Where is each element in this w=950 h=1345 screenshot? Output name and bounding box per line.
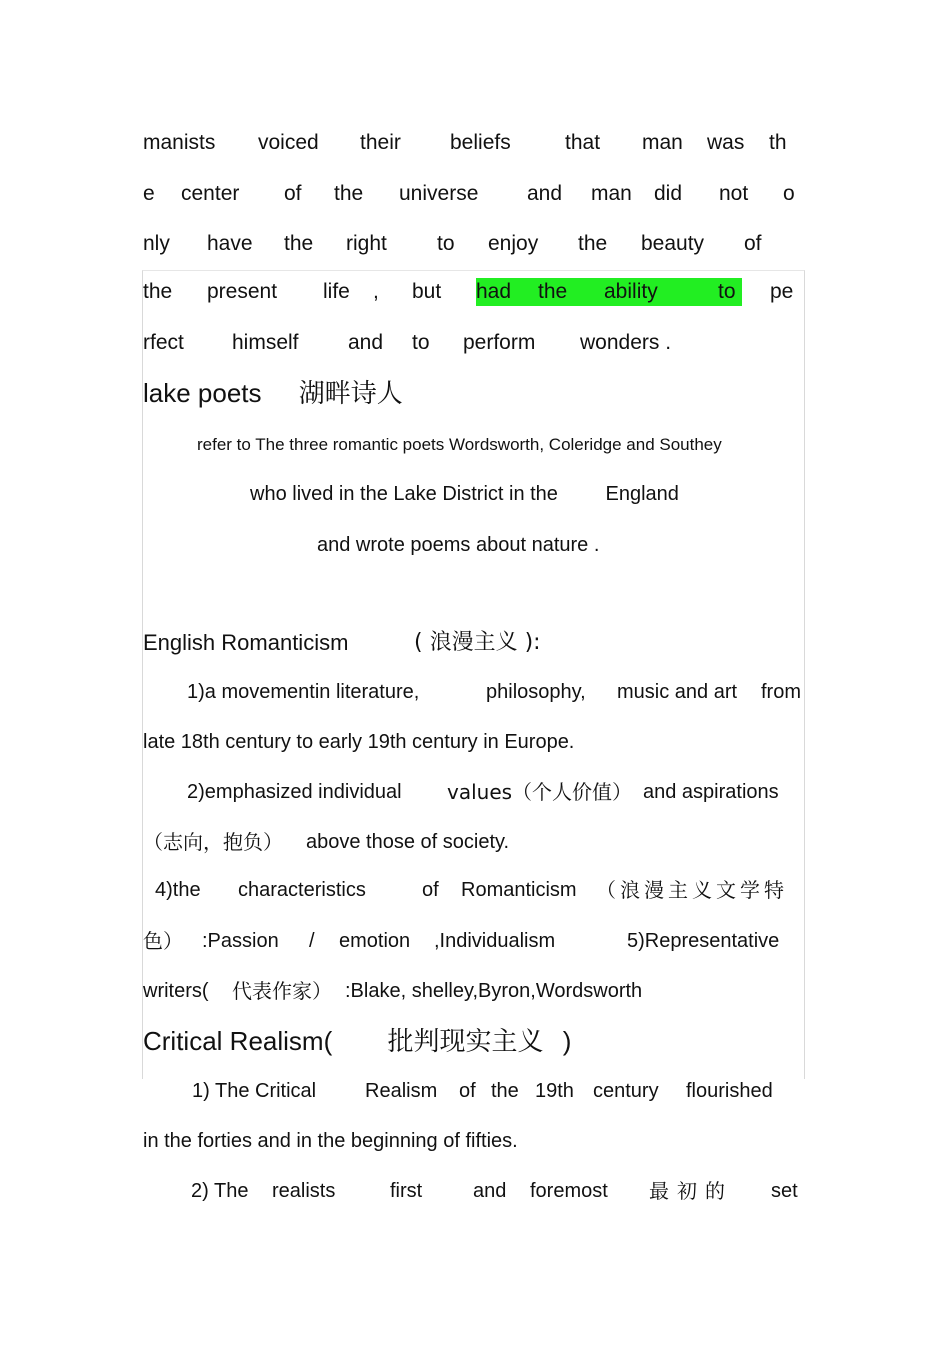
- word: values（个人价值）: [447, 780, 633, 804]
- heading-chinese: ( 浪漫主义 ):: [414, 630, 541, 655]
- word: the: [334, 182, 364, 205]
- word: present: [207, 280, 278, 303]
- word: nly: [143, 232, 170, 255]
- word: foremost: [530, 1180, 608, 1202]
- word: the: [284, 232, 314, 255]
- word: characteristics: [238, 879, 366, 901]
- word: emotion: [339, 930, 411, 952]
- word: above those of society.: [306, 831, 510, 853]
- word: enjoy: [488, 232, 539, 255]
- word: from: [761, 681, 801, 703]
- word: music and art: [617, 681, 738, 703]
- text-line: late 18th century to early 19th century in Europe.: [143, 731, 575, 753]
- word: and: [527, 182, 563, 205]
- word: center: [181, 182, 240, 205]
- word: ,: [373, 280, 379, 303]
- word: to: [412, 331, 430, 354]
- word: first: [390, 1180, 423, 1202]
- word: th: [769, 131, 787, 154]
- word: 色）: [143, 929, 183, 953]
- word: realists: [272, 1180, 336, 1202]
- word: the: [578, 232, 608, 255]
- word: /: [309, 930, 315, 952]
- word: 最初的: [649, 1179, 733, 1203]
- word: Realism: [365, 1080, 438, 1102]
- word: had: [476, 280, 512, 303]
- heading-text: English Romanticism: [143, 630, 349, 655]
- word: their: [360, 131, 401, 154]
- word: beauty: [641, 232, 705, 255]
- word: wonders .: [580, 331, 672, 354]
- text-line: in the forties and in the beginning of fifties.: [143, 1130, 518, 1152]
- heading-chinese: 批判现实主义: [387, 1027, 544, 1057]
- word: but: [412, 280, 442, 303]
- definition-text: who lived in the Lake District in the: [250, 483, 558, 505]
- word: to: [437, 232, 455, 255]
- word: man: [642, 131, 683, 154]
- word: 2) The: [191, 1180, 249, 1202]
- word: have: [207, 232, 253, 255]
- word: rfect: [143, 331, 184, 354]
- word: （浪漫主义文学特: [596, 878, 788, 902]
- word: voiced: [258, 131, 319, 154]
- word: perform: [463, 331, 536, 354]
- word: and: [348, 331, 384, 354]
- word: the: [538, 280, 568, 303]
- word: of: [744, 232, 762, 255]
- word: ,Individualism: [434, 930, 556, 952]
- definition-line: refer to The three romantic poets Wordsworth, Coleridge and Southey: [197, 435, 722, 454]
- word: philosophy,: [486, 681, 586, 703]
- definition-text: England: [605, 483, 679, 505]
- heading-text: lake poets: [143, 378, 262, 408]
- heading-text: Critical Realism(: [143, 1026, 333, 1056]
- word: 19th: [535, 1080, 574, 1102]
- word: life: [323, 280, 350, 303]
- definition-line: [250, 482, 679, 506]
- word: :Passion: [202, 930, 279, 952]
- word: and: [473, 1180, 507, 1202]
- word: century: [593, 1080, 659, 1102]
- section-heading-lake-poets: [143, 377, 403, 410]
- word: of: [284, 182, 302, 205]
- word: （志向，抱负）: [143, 830, 283, 854]
- word: flourished: [686, 1080, 773, 1102]
- word: universe: [399, 182, 479, 205]
- word: of: [422, 879, 439, 901]
- word: of: [459, 1080, 476, 1102]
- word: to: [718, 280, 736, 303]
- word: did: [654, 182, 683, 205]
- word: man: [591, 182, 632, 205]
- word: 1) The Critical: [192, 1080, 317, 1102]
- word: the: [143, 280, 173, 303]
- heading-text: ): [562, 1026, 572, 1056]
- word: was: [707, 131, 745, 154]
- word: ability: [604, 280, 658, 303]
- highlighted-phrase: [476, 278, 742, 306]
- word: 代表作家）: [232, 979, 332, 1003]
- word: 1)a movementin literature,: [187, 681, 420, 703]
- word: manists: [143, 131, 216, 154]
- word: beliefs: [450, 131, 511, 154]
- word: 5)Representative: [627, 930, 780, 952]
- word: and aspirations: [643, 781, 779, 803]
- word: o: [783, 182, 795, 205]
- word: himself: [232, 331, 299, 354]
- word: 4)the: [155, 879, 201, 901]
- section-heading-critical-realism: [143, 1025, 571, 1058]
- word: right: [346, 232, 387, 255]
- word: not: [719, 182, 749, 205]
- word: that: [565, 131, 601, 154]
- word: 2)emphasized individual: [187, 781, 402, 803]
- word: :Blake, shelley,Byron,Wordsworth: [345, 980, 643, 1002]
- heading-chinese: 湖畔诗人: [298, 379, 403, 409]
- word: Romanticism: [461, 879, 577, 901]
- word: pe: [770, 280, 794, 303]
- word: writers(: [143, 980, 209, 1002]
- word: the: [491, 1080, 519, 1102]
- word: set: [771, 1180, 798, 1202]
- definition-line: and wrote poems about nature .: [317, 534, 600, 556]
- word: e: [143, 182, 155, 205]
